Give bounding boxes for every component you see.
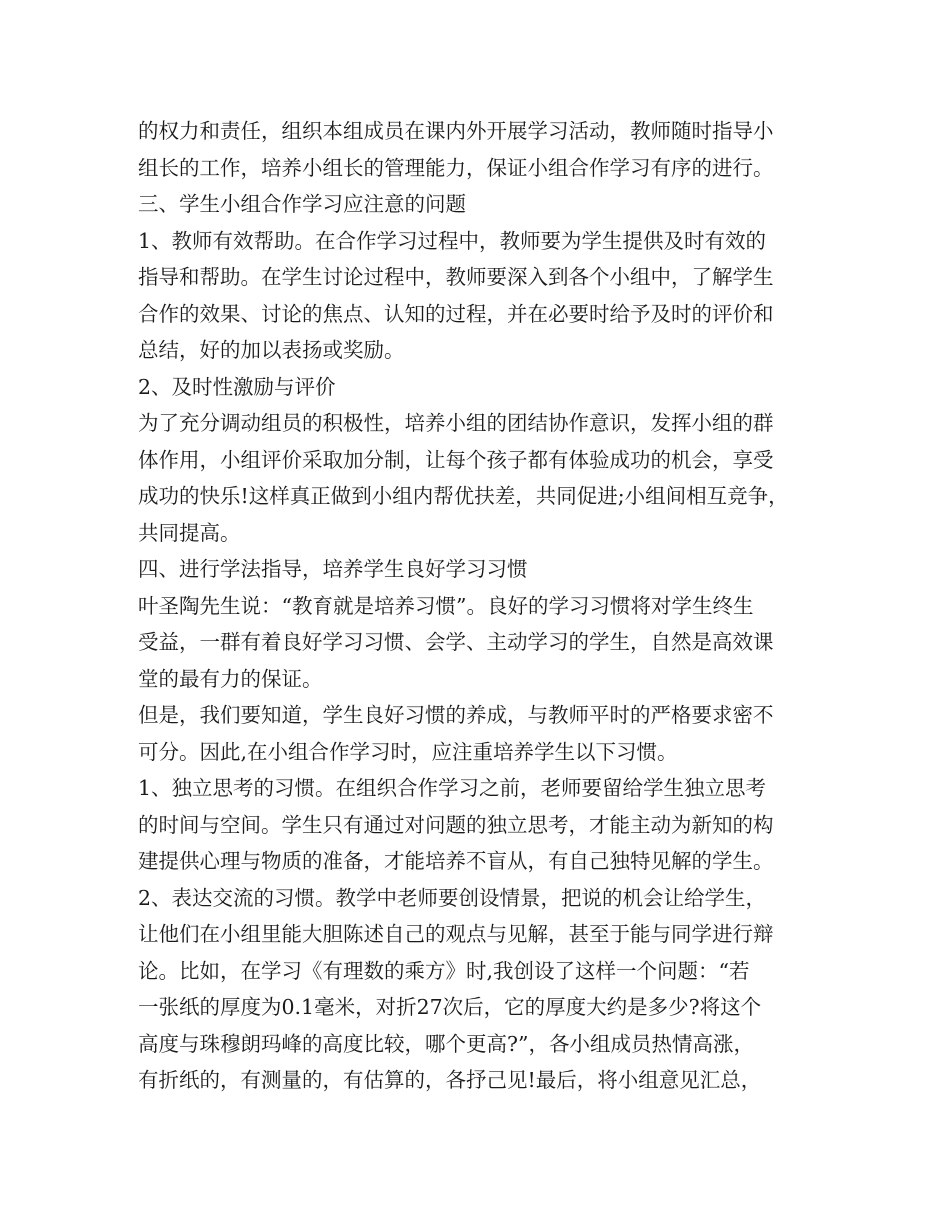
text-line: 合作的效果、讨论的焦点、认知的过程，并在必要时给予及时的评价和: [138, 301, 774, 326]
text-line: 总结，好的加以表扬或奖励。: [138, 338, 405, 362]
text-line: 的时间与空间。学生只有通过对问题的独立思考，才能主动为新知的构: [138, 812, 774, 837]
text-line: 堂的最有力的保证。: [138, 666, 323, 691]
section-heading: 四、进行学法指导，培养学生良好学习习惯: [138, 557, 528, 581]
text-line: 叶圣陶先生说：“教育就是培养习惯”。良好的学习习惯将对学生终生: [138, 593, 754, 618]
text-line: 让他们在小组里能大胆陈述自己的观点与见解，甚至于能与同学进行辩: [138, 922, 774, 946]
text-line: 的权力和责任，组织本组成员在课内外开展学习活动，教师随时指导小: [138, 119, 774, 143]
text-line: 一张纸的厚度为0.1毫米，对折27次后，它的厚度大约是多少?将这个: [138, 995, 762, 1019]
text-line: 组长的工作，培养小组长的管理能力，保证小组合作学习有序的进行。: [138, 155, 774, 180]
text-line: 指导和帮助。在学生讨论过程中，教师要深入到各个小组中，了解学生: [138, 265, 774, 289]
text-line: 高度与珠穆朗玛峰的高度比较，哪个更高?”，各小组成员热情高涨，: [138, 1031, 754, 1056]
section-heading: 三、学生小组合作学习应注意的问题: [138, 192, 466, 216]
text-line: 受益，一群有着良好学习习惯、会学、主动学习的学生，自然是高效课: [138, 630, 774, 654]
text-line: 建提供心理与物质的准备，才能培养不盲从，有自己独特见解的学生。: [138, 849, 774, 873]
text-line: 1、独立思考的习惯。在组织合作学习之前，老师要留给学生独立思考: [138, 776, 767, 800]
text-line: 成功的快乐!这样真正做到小组内帮优扶差，共同促进;小组间相互竞争，: [138, 484, 789, 508]
text-line: 体作用，小组评价采取加分制，让每个孩子都有体验成功的机会，享受: [138, 447, 774, 472]
text-line: 有折纸的，有测量的，有估算的，各抒己见!最后，将小组意见汇总，: [138, 1068, 762, 1092]
text-line: 论。比如，在学习《有理数的乘方》时,我创设了这样一个问题：“若: [138, 958, 750, 983]
text-line: 共同提高。: [138, 520, 241, 545]
text-line: 可分。因此,在小组合作学习时，应注重培养学生以下习惯。: [138, 739, 678, 764]
text-line: 2、表达交流的习惯。教学中老师要创设情景，把说的机会让给学生，: [138, 885, 767, 910]
text-line: 1、教师有效帮助。在合作学习过程中，教师要为学生提供及时有效的: [138, 228, 767, 253]
text-line: 但是，我们要知道，学生良好习惯的养成，与教师平时的严格要求密不: [138, 703, 774, 727]
subsection-heading: 2、及时性激励与评价: [138, 374, 336, 399]
document-body: [138, 113, 828, 1099]
text-line: 为了充分调动组员的积极性，培养小组的团结协作意识，发挥小组的群: [138, 411, 774, 435]
